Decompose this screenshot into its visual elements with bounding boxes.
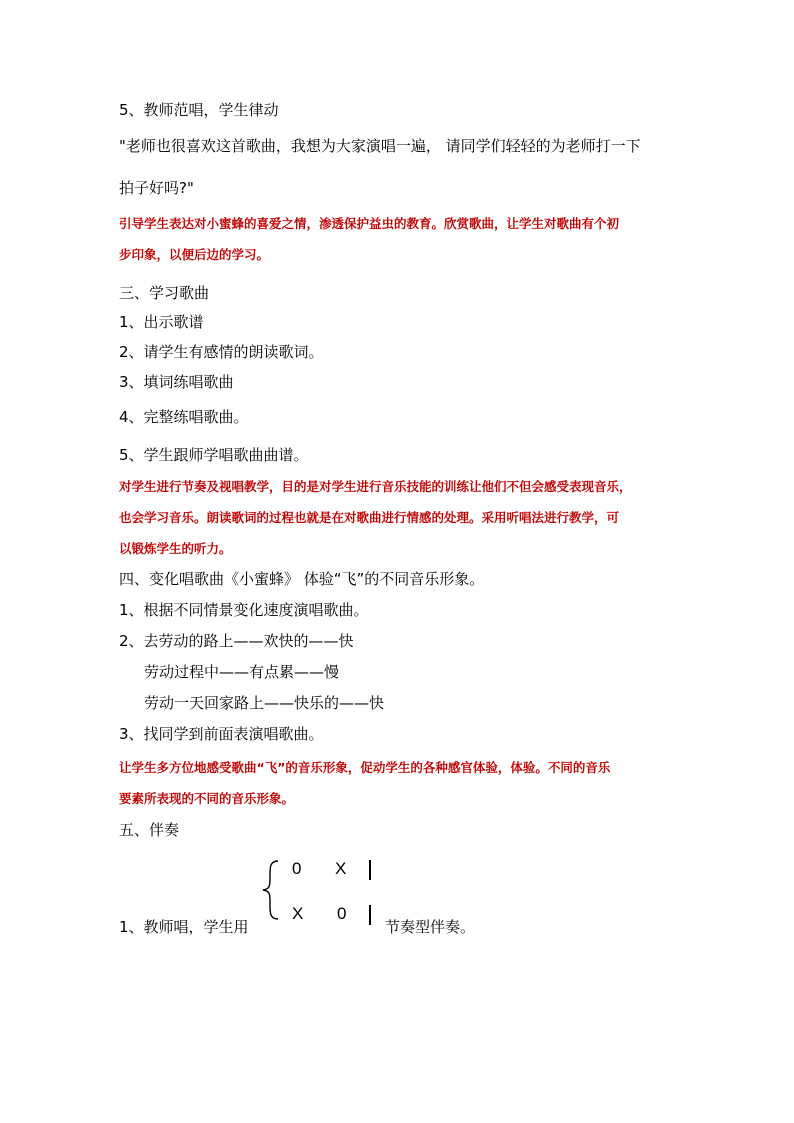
note-2-line-3: 以锻炼学生的听力。 xyxy=(119,541,232,556)
rhythm-top-beat-2: X xyxy=(335,859,347,878)
section-3-step-4: 4、完整练唱歌曲。 xyxy=(119,408,249,426)
brace-icon xyxy=(260,859,282,921)
section-3-step-2: 2、请学生有感情的朗读歌词。 xyxy=(119,343,324,361)
section-4-step-1: 1、根据不同情景变化速度演唱歌曲。 xyxy=(119,601,369,619)
teacher-quote-line-2: 拍子好吗?" xyxy=(119,179,194,197)
section-4-step-2: 2、去劳动的路上——欢快的——快 xyxy=(119,632,354,650)
note-1-line-1: 引导学生表达对小蜜蜂的喜爱之情，渗透保护益虫的教育。欣赏歌曲，让学生对歌曲有个初 xyxy=(119,216,620,231)
section-3-heading: 三、学习歌曲 xyxy=(119,284,210,302)
section-4-heading: 四、变化唱歌曲《小蜜蜂》 体验“飞”的不同音乐形象。 xyxy=(119,570,485,588)
rhythm-bottom-beat-2: 0 xyxy=(337,904,347,923)
section-3-step-1: 1、出示歌谱 xyxy=(119,313,204,331)
note-2-line-1: 对学生进行节奏及视唱教学，目的是对学生进行音乐技能的训练让他们不但会感受表现音乐， xyxy=(119,479,632,494)
note-2-line-2: 也会学习音乐。朗读歌词的过程也就是在对歌曲进行情感的处理。采用听唱法进行教学，可 xyxy=(119,510,620,525)
note-1-line-2: 步印象，以便后边的学习。 xyxy=(119,247,270,262)
note-3-line-2: 要素所表现的不同的音乐形象。 xyxy=(119,791,295,806)
rhythm-top-beat-1: 0 xyxy=(292,859,302,878)
section-3-step-5: 5、学生跟师学唱歌曲曲谱。 xyxy=(119,446,309,464)
step-5-teacher-sing: 5、教师范唱，学生律动 xyxy=(119,101,279,119)
section-4-step-2-sub-1: 劳动过程中——有点累——慢 xyxy=(144,663,340,681)
section-4-step-3: 3、找同学到前面表演唱歌曲。 xyxy=(119,725,324,743)
rhythm-top-barline xyxy=(369,860,371,880)
section-4-step-2-sub-2: 劳动一天回家路上——快乐的——快 xyxy=(144,694,385,712)
teacher-quote-line-1: "老师也很喜欢这首歌曲，我想为大家演唱一遍， 请同学们轻轻的为老师打一下 xyxy=(119,137,641,155)
note-3-line-1: 让学生多方位地感受歌曲“飞”的音乐形象，促动学生的各种感官体验，体验。不同的音乐 xyxy=(119,760,611,775)
section-5-step-1-suffix: 节奏型伴奏。 xyxy=(385,918,476,936)
section-5-heading: 五、伴奏 xyxy=(119,821,180,839)
rhythm-bottom-beat-1: X xyxy=(292,904,304,923)
section-3-step-3: 3、填词练唱歌曲 xyxy=(119,373,234,391)
section-5-step-1-prefix: 1、教师唱，学生用 xyxy=(119,918,249,936)
rhythm-bottom-barline xyxy=(369,905,371,925)
